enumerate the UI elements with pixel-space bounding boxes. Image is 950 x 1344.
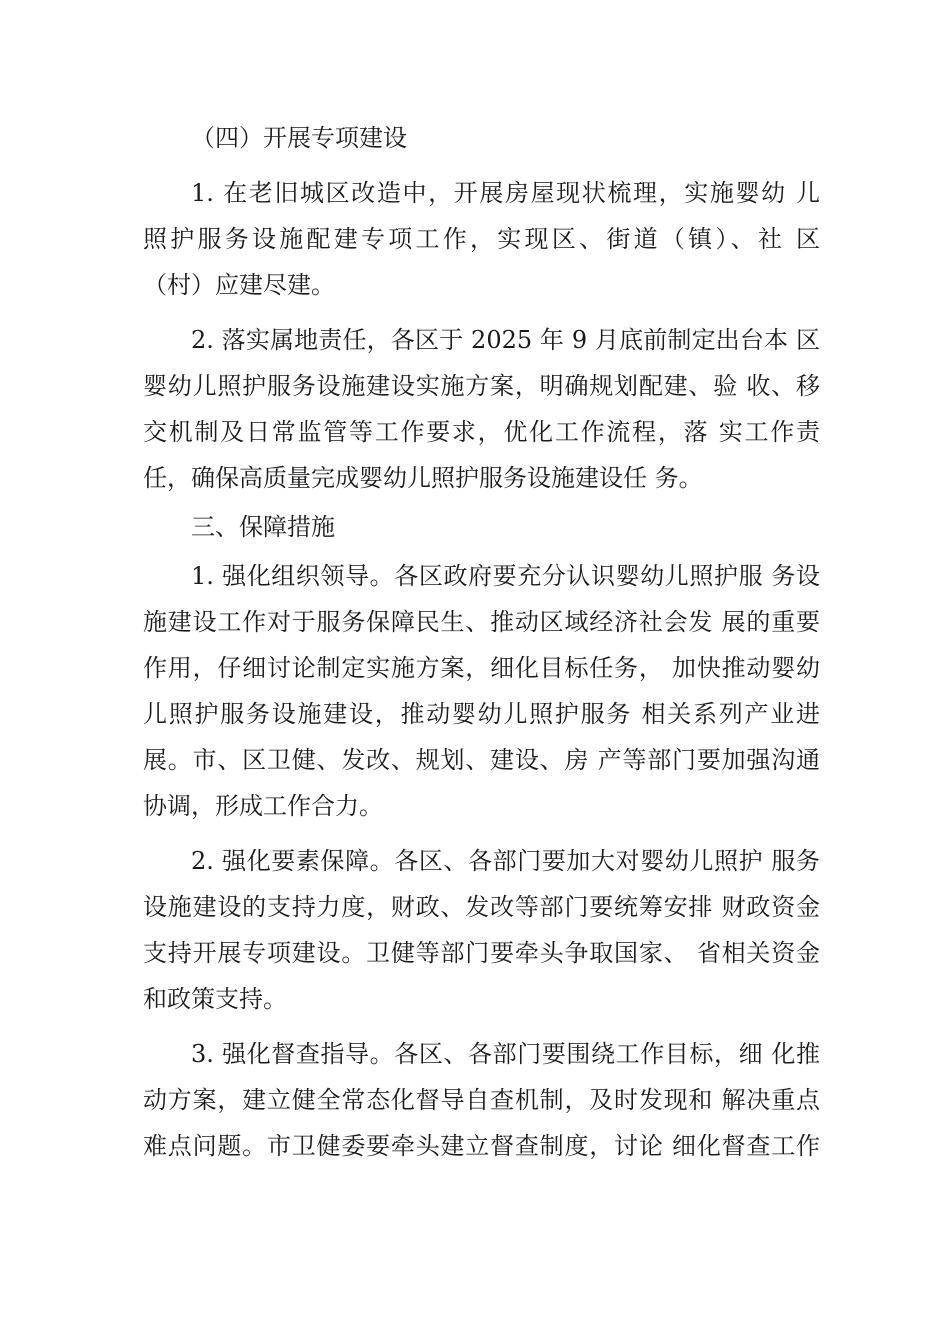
text-line: 难点问题。市卫健委要牵头建立督查制度，讨论 细化督查工作 [143, 1132, 820, 1160]
paragraph-resource-guarantee [143, 838, 820, 1022]
text-line: 施建设工作对于服务保障民生、推动区域经济社会发 展的重要 [143, 608, 820, 636]
text-line: 2. 落实属地责任，各区于 2025 年 9 月底前制定出台本 区 [191, 326, 820, 354]
text-line: （四）开展专项建设 [191, 124, 407, 152]
text-line: 设施建设的支持力度，财政、发改等部门要统筹安排 财政资金 [143, 893, 820, 921]
text-line: 任，确保高质量完成婴幼儿照护服务设施建设任 务。 [143, 464, 703, 492]
document-body [143, 115, 820, 1178]
text-line: 协调，形成工作合力。 [143, 792, 383, 820]
paragraph-supervision-guidance [143, 1031, 820, 1169]
text-line: 儿照护服务设施建设，推动婴幼儿照护服务 相关系列产业进 [143, 700, 820, 728]
section-heading-three [143, 504, 820, 550]
text-line: 作用，仔细讨论制定实施方案，细化目标任务， 加快推动婴幼 [143, 654, 820, 682]
text-line: 照护服务设施配建专项工作，实现区、街道（镇）、社 区 [143, 225, 820, 253]
text-line: 三、保障措施 [191, 513, 335, 541]
paragraph-item-1 [143, 170, 820, 308]
text-line: 交机制及日常监管等工作要求，优化工作流程，落 实工作责 [143, 418, 820, 446]
paragraph-organization-leadership [143, 553, 820, 829]
text-line: 1. 在老旧城区改造中，开展房屋现状梳理，实施婴幼 儿 [191, 179, 820, 207]
text-line: 婴幼儿照护服务设施建设实施方案，明确规划配建、验 收、移 [143, 372, 820, 400]
text-line: 展。市、区卫健、发改、规划、建设、房 产等部门要加强沟通 [143, 746, 820, 774]
paragraph-item-2 [143, 317, 820, 501]
text-line: 动方案，建立健全常态化督导自查机制，及时发现和 解决重点 [143, 1086, 820, 1114]
text-line: 2. 强化要素保障。各区、各部门要加大对婴幼儿照护 服务 [191, 847, 820, 875]
text-line: （村）应建尽建。 [143, 271, 335, 299]
text-line: 1. 强化组织领导。各区政府要充分认识婴幼儿照护服 务设 [191, 562, 820, 590]
text-line: 和政策支持。 [143, 985, 287, 1013]
text-line: 3. 强化督查指导。各区、各部门要围绕工作目标，细 化推 [191, 1040, 820, 1068]
text-line: 支持开展专项建设。卫健等部门要牵头争取国家、 省相关资金 [143, 939, 820, 967]
section-heading-four [143, 115, 820, 161]
